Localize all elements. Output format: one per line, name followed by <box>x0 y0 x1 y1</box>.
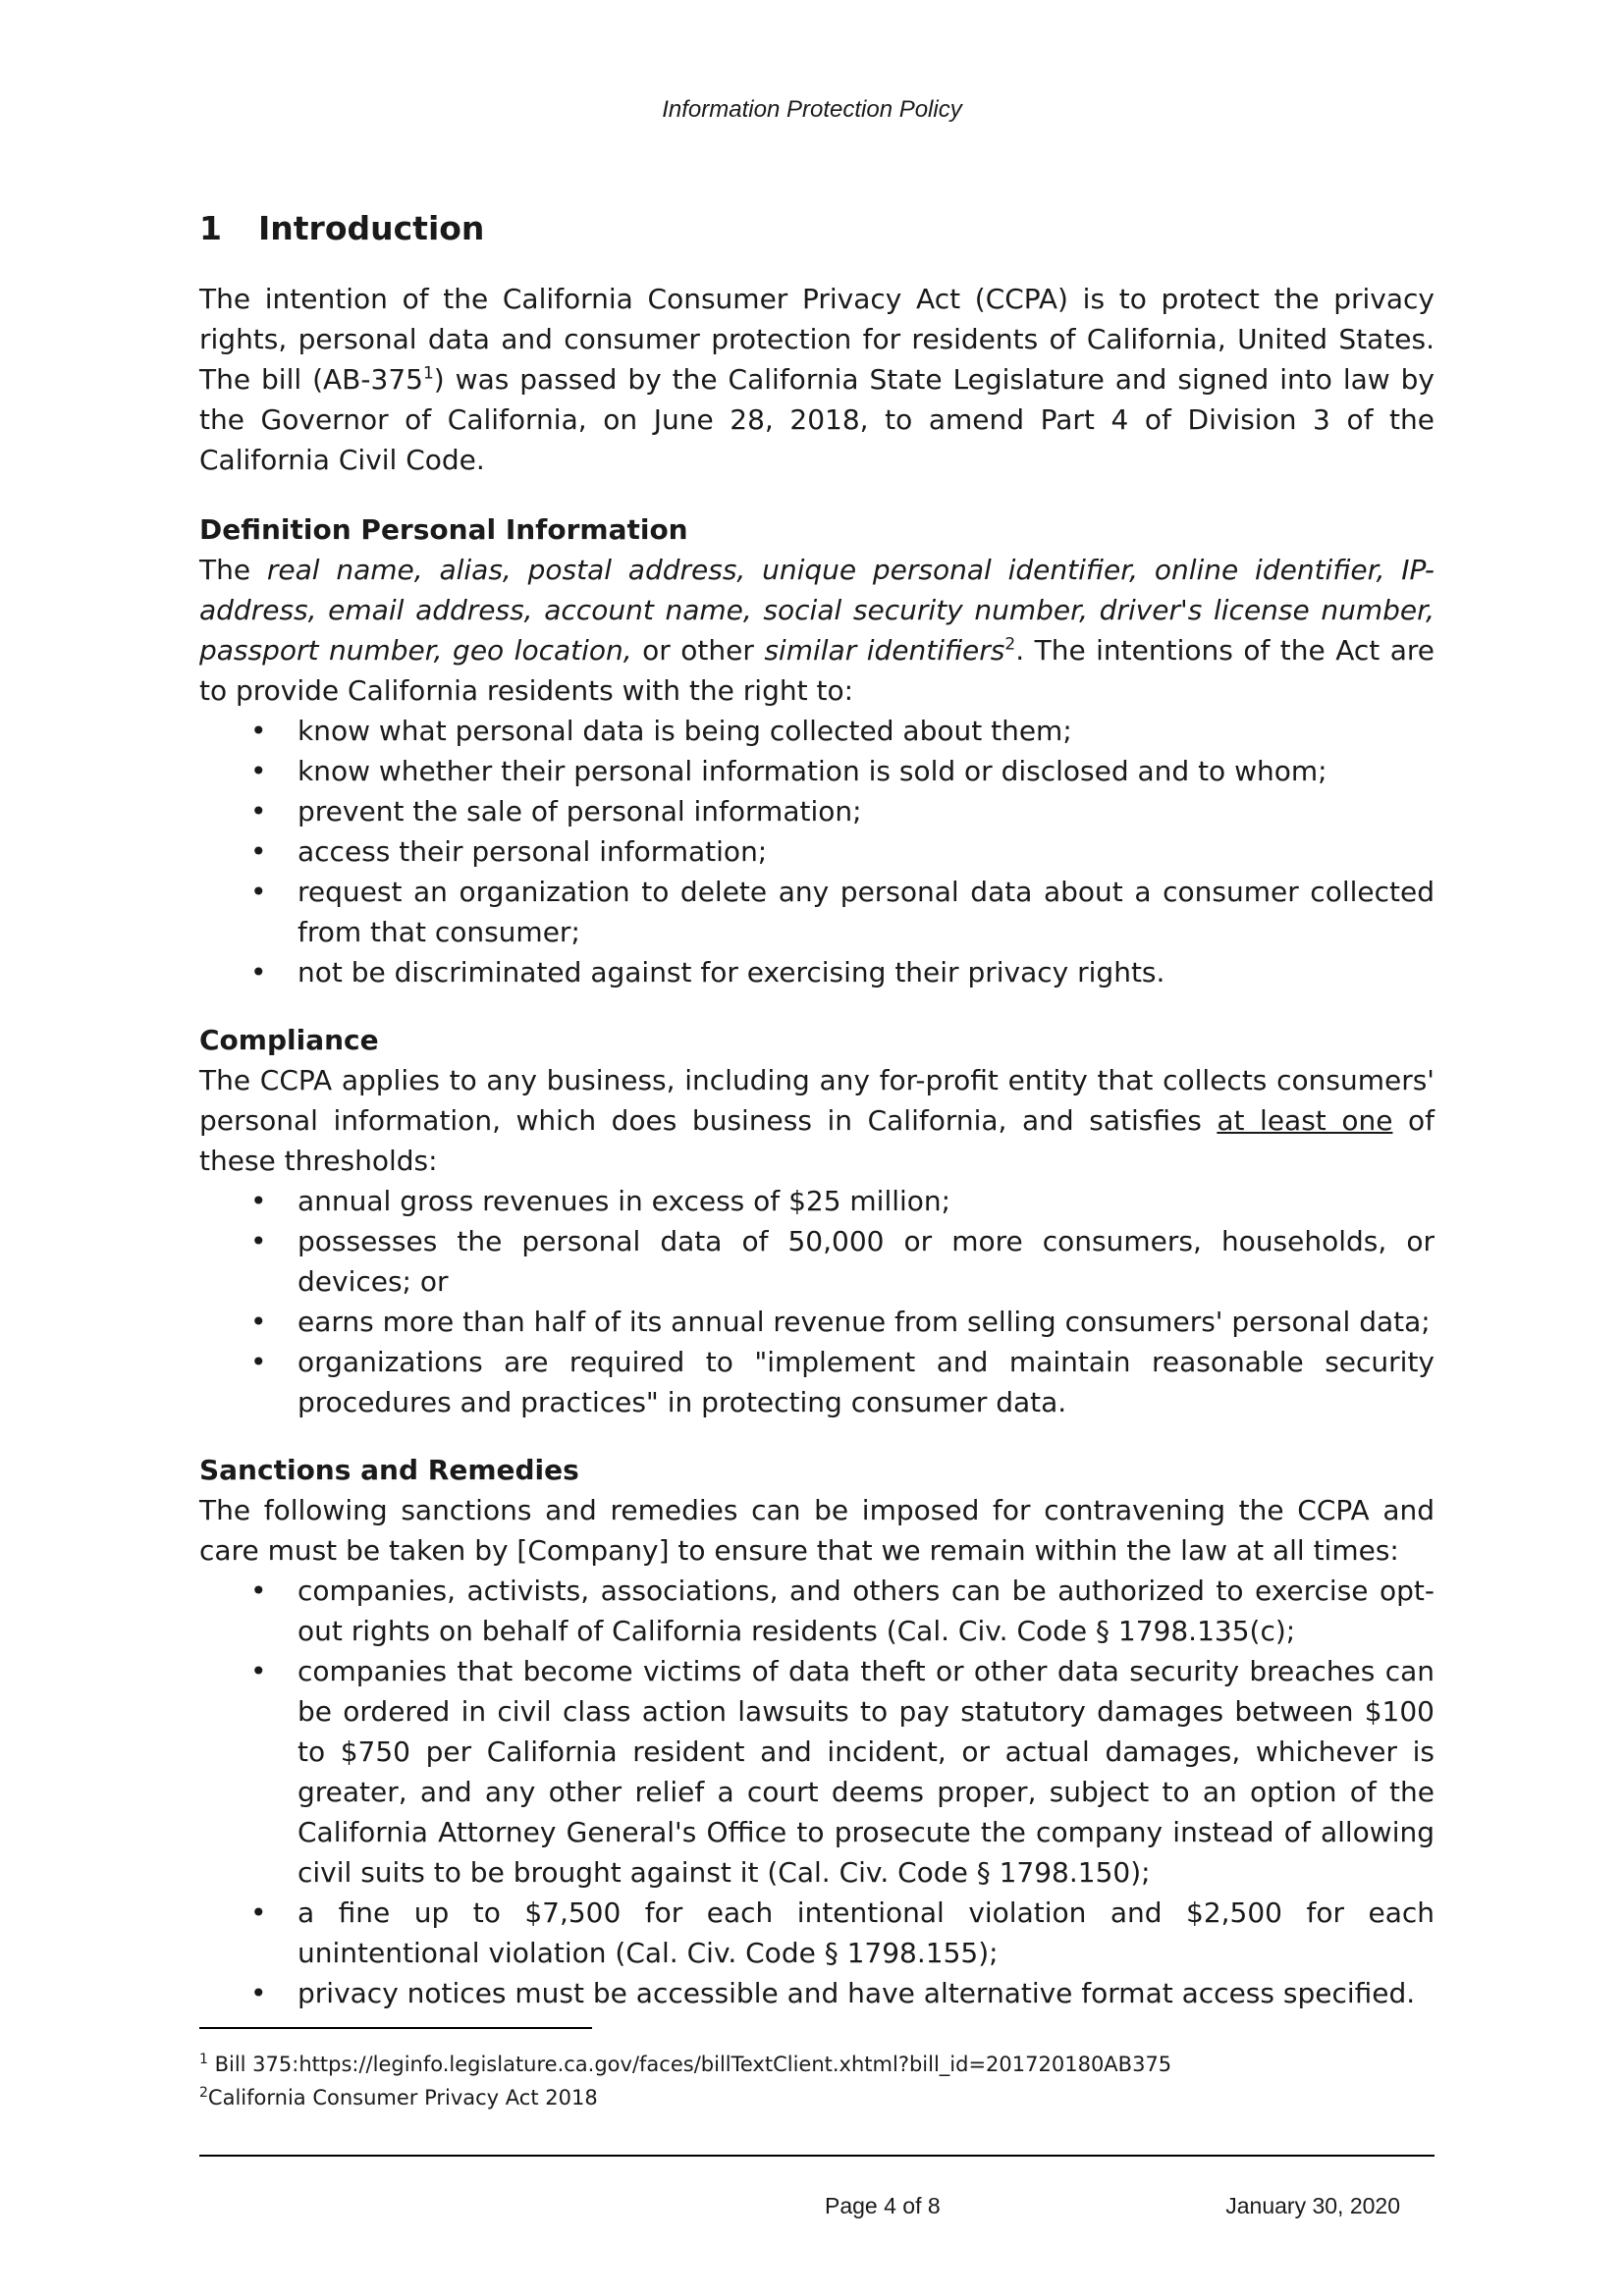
list-item: • organizations are required to "implement and maintain reasonable security procedures and practices" in protecting consumer data. <box>199 1342 1435 1422</box>
sanctions-list <box>199 1571 1435 2013</box>
footnote-ref-2: 2 <box>1004 634 1016 655</box>
compliance-text-2: of these thresholds: <box>199 1104 1435 1177</box>
definition-italic-list: real name, alias, postal address, unique personal identifier, online identifier, IP-address, email address, account name, social security number, driver's license number, passport number, geo location, <box>199 554 1435 667</box>
footnote-separator <box>199 2027 592 2029</box>
sanctions-paragraph: The following sanctions and remedies can be imposed for contravening the CCPA and care must be taken by [Company] to ensure that we remain within the law at all times: <box>199 1494 1435 1567</box>
section-title: Introduction <box>258 209 485 247</box>
compliance-text-1: The CCPA applies to any business, including any for-profit entity that collects consumers' personal information, which does business in California, and satisfies <box>199 1064 1435 1137</box>
list-item: • companies, activists, associations, and others can be authorized to exercise opt-out rights on behalf of California residents (Cal. Civ. Code § 1798.135(c); <box>199 1571 1435 1651</box>
list-item: • not be discriminated against for exercising their privacy rights. <box>199 952 1435 992</box>
footer-rule <box>199 2155 1435 2157</box>
definition-paragraph <box>199 550 1435 711</box>
list-item: • a fine up to $7,500 for each intentional violation and $2,500 for each unintentional violation (Cal. Civ. Code § 1798.155); <box>199 1893 1435 1973</box>
definition-heading: Definition Personal Information <box>199 513 688 546</box>
footer-date: January 30, 2020 <box>1225 2193 1400 2218</box>
rights-list <box>199 711 1435 992</box>
list-item: • earns more than half of its annual revenue from selling consumers' personal data; <box>199 1302 1435 1342</box>
compliance-underlined: at least one <box>1217 1104 1393 1137</box>
list-item: • access their personal information; <box>199 831 1435 872</box>
list-item: • annual gross revenues in excess of $25 million; <box>199 1181 1435 1221</box>
section-heading <box>199 204 1435 253</box>
list-item: • know whether their personal information is sold or disclosed and to whom; <box>199 751 1435 791</box>
list-item: • possesses the personal data of 50,000 or more consumers, households, or devices; or <box>199 1221 1435 1302</box>
footnote-1 <box>199 2048 1435 2081</box>
footnote-text-1: Bill 375:https://leginfo.legislature.ca.gov/faces/billTextClient.xhtml?bill_id=201720180AB375 <box>207 2053 1172 2076</box>
footnote-ref-1: 1 <box>422 363 434 384</box>
intro-text-2: ) was passed by the California State Legislature and signed into law by the Governor of California, on June 28, 2018, to amend Part 4 of Division 3 of the California Civil Code. <box>199 363 1435 476</box>
compliance-paragraph <box>199 1060 1435 1181</box>
thresholds-list <box>199 1181 1435 1422</box>
footnote-2 <box>199 2081 1435 2114</box>
section-number: 1 <box>199 209 222 247</box>
definition-italic-similar: similar identifiers <box>764 634 1005 667</box>
page-content <box>199 204 1435 2041</box>
list-item: • request an organization to delete any personal data about a consumer collected from that consumer; <box>199 872 1435 952</box>
compliance-heading: Compliance <box>199 1024 379 1056</box>
definition-text-3: . The intentions of the Act are to provide California residents with the right to: <box>199 634 1435 707</box>
intro-text-1: The intention of the California Consumer Privacy Act (CCPA) is to protect the privacy rights, personal data and consumer protection for residents of California, United States. The bill (AB-375 <box>199 283 1435 396</box>
footnotes <box>199 2048 1435 2114</box>
page-header: Information Protection Policy <box>662 96 962 123</box>
footnote-mark-1: 1 <box>199 2052 208 2067</box>
list-item: • know what personal data is being collected about them; <box>199 711 1435 751</box>
footnote-text-2: California Consumer Privacy Act 2018 <box>207 2086 598 2109</box>
intro-paragraph <box>199 279 1435 480</box>
footnote-mark-2: 2 <box>199 2085 208 2101</box>
definition-text-1: The <box>199 554 267 586</box>
sanctions-heading: Sanctions and Remedies <box>199 1454 579 1486</box>
list-item: • privacy notices must be accessible and have alternative format access specified. <box>199 1973 1435 2013</box>
list-item: • prevent the sale of personal information; <box>199 791 1435 831</box>
list-item: • companies that become victims of data theft or other data security breaches can be ordered in civil class action lawsuits to pay statutory damages between $100 to $750 per California resident and incident, or actual damages, whichever is greater, and any other relief a court deems proper, subject to an option of the California Attorney General's Office to prosecute the company instead of allowing civil suits to be brought against it (Cal. Civ. Code § 1798.150); <box>199 1651 1435 1893</box>
definition-text-2: or other <box>631 634 765 667</box>
page-number: Page 4 of 8 <box>825 2193 941 2218</box>
